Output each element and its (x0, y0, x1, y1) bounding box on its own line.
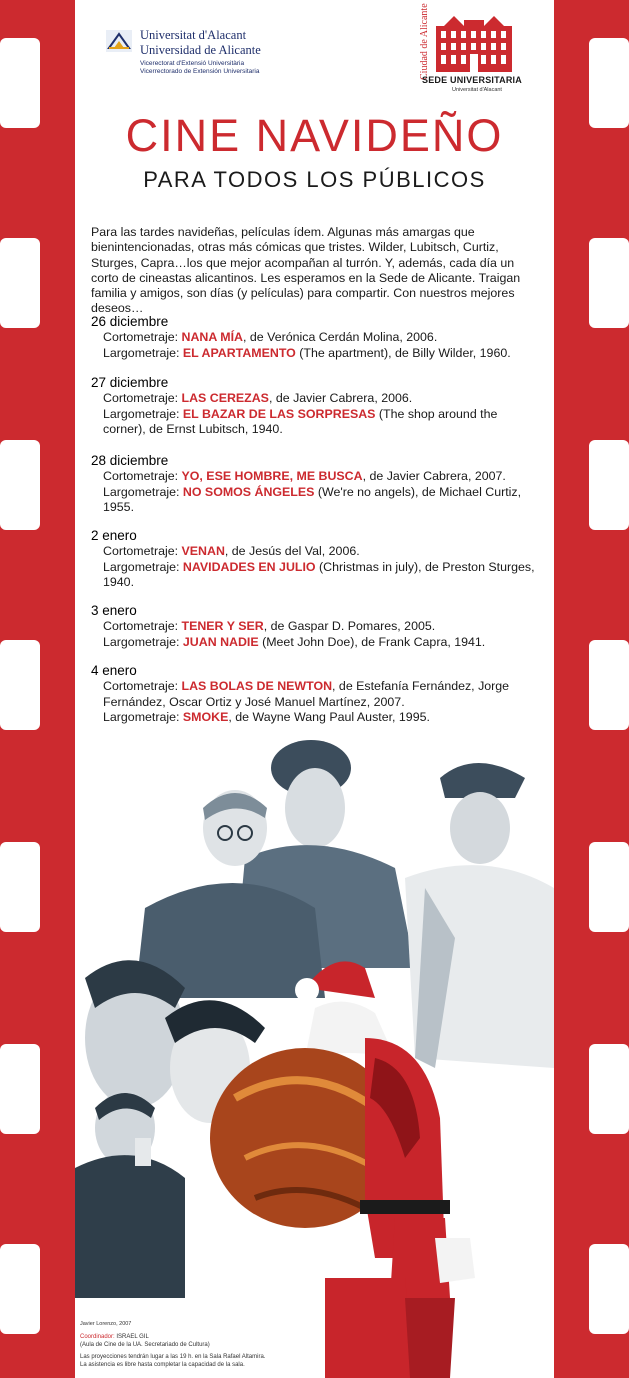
short-title: VENAN (181, 544, 225, 558)
illustration-credit: Javier Lorenzo, 2007 (80, 1321, 132, 1327)
short-film-line (103, 619, 485, 635)
feature-film-line (103, 485, 541, 516)
short-film-line (103, 469, 541, 485)
feature-film-line (103, 710, 541, 726)
building-icon (434, 14, 514, 72)
page-subtitle: PARA TODOS LOS PÚBLICOS (143, 167, 486, 192)
film-strip-right (554, 0, 629, 1378)
day-date: 3 enero (91, 603, 137, 618)
feature-details: , de Wayne Wang Paul Auster, 1995. (228, 710, 430, 724)
coordinator-name: ISRAEL GIL (114, 1334, 149, 1340)
short-film-line (103, 330, 511, 346)
day-date: 26 diciembre (91, 314, 169, 329)
footer (80, 1334, 340, 1369)
feature-label: Largometraje: (103, 710, 183, 724)
sprocket-hole (0, 1044, 40, 1134)
film-strip-left (0, 0, 75, 1378)
feature-title: JUAN NADIE (182, 634, 259, 649)
sede-name: SEDE UNIVERSITARIA (422, 75, 522, 85)
sede-vertical-text (418, 3, 432, 82)
sprocket-hole (0, 842, 40, 932)
short-film-line (103, 391, 541, 407)
short-details: , de Javier Cabrera, 2007. (362, 469, 506, 483)
santa-and-actors-illustration (75, 738, 554, 1378)
sprocket-hole (589, 1044, 629, 1134)
short-details: , de Estefanía Fernández, Jorge Fernández, Oscar Ortiz y José Manuel Martínez, 2007. (103, 679, 510, 709)
schedule-day (91, 452, 541, 516)
feature-film-line (103, 407, 541, 438)
short-label: Cortometraje: (103, 391, 182, 405)
feature-title: NO SOMOS ÁNGELES (182, 484, 315, 499)
feature-film-line (103, 635, 485, 651)
feature-label: Largometraje: (103, 345, 183, 360)
vicerrectorado-label: Vicerrectorado de Extensión Universitaria (140, 68, 260, 75)
university-emblem-icon (106, 30, 132, 52)
university-name-valencian: Universitat d'Alacant (140, 28, 247, 42)
feature-title: EL APARTAMENTO (182, 345, 296, 360)
schedule-day (91, 374, 541, 438)
day-date: 4 enero (91, 663, 137, 678)
schedule-day (91, 313, 511, 361)
short-label: Cortometraje: (103, 679, 182, 693)
short-label: Cortometraje: (103, 469, 182, 483)
short-details: , de Gaspar D. Pomares, 2005. (263, 619, 436, 633)
day-date: 2 enero (91, 528, 137, 543)
schedule-day (91, 662, 541, 726)
feature-label: Largometraje: (103, 559, 183, 574)
intro-paragraph: Para las tardes navideñas, películas ídem. Algunas más amargas que bienintencionadas, otras más cómicas que tristes. Wilder, Lubitsch, Curtiz, Sturges, Capra…los que mejor acompañan al turrón. Y, además, cada día un corto de cineastas alicantinos. Les esperamos en la Sede de Alicante. Traigan familia y amigos, son días (y películas) para compartir. Con nuestros mejores deseos… (91, 225, 521, 316)
short-title: NANA MÍA (181, 330, 244, 344)
feature-title: EL BAZAR DE LAS SORPRESAS (182, 406, 376, 421)
sprocket-hole (589, 38, 629, 128)
feature-details: (Meet John Doe), de Frank Capra, 1941. (258, 634, 486, 649)
sprocket-hole (0, 38, 40, 128)
sprocket-hole (589, 440, 629, 530)
sprocket-hole (589, 842, 629, 932)
attendance-note: La asistencia es libre hasta completar la capacidad de la sala. (80, 1361, 245, 1368)
sede-logo (418, 3, 522, 100)
coordinator-org: (Aula de Cine de la UA. Secretariado de Cultura) (80, 1341, 210, 1348)
sprocket-hole (0, 640, 40, 730)
schedule-day (91, 527, 541, 591)
feature-label: Largometraje: (103, 484, 183, 499)
feature-film-line (103, 346, 511, 362)
vicerectorat-label: Vicerectorat d'Extensió Universitària (140, 60, 245, 67)
sprocket-hole (589, 1244, 629, 1334)
schedule-day (91, 602, 485, 650)
short-title: YO, ESE HOMBRE, ME BUSCA (181, 469, 363, 483)
sprocket-hole (0, 1244, 40, 1334)
short-details: , de Verónica Cerdán Molina, 2006. (243, 330, 438, 344)
feature-details: (The shop around the corner), de Ernst Lubitsch, 1940. (103, 406, 498, 436)
feature-details: (We're no angels), de Michael Curtiz, 1955. (103, 484, 522, 514)
sprocket-hole (589, 238, 629, 328)
short-details: , de Jesús del Val, 2006. (224, 544, 360, 558)
sprocket-hole (0, 238, 40, 328)
coordinator-line (80, 1334, 340, 1342)
sede-subtitle: Universitat d'Alacant (452, 87, 502, 93)
feature-film-line (103, 560, 541, 591)
feature-label: Largometraje: (103, 406, 183, 421)
short-film-line (103, 679, 541, 710)
page-title: CINE NAVIDEÑO (125, 110, 504, 161)
sede-city-label: Ciudad de Alicante (419, 3, 430, 80)
day-date: 28 diciembre (91, 453, 169, 468)
feature-label: Largometraje: (103, 634, 183, 649)
feature-details: (The apartment), de Billy Wilder, 1960. (295, 345, 511, 360)
sprocket-hole (0, 440, 40, 530)
day-date: 27 diciembre (91, 375, 169, 390)
short-film-line (103, 544, 541, 560)
short-details: , de Javier Cabrera, 2006. (268, 391, 413, 405)
short-label: Cortometraje: (103, 619, 182, 633)
sprocket-hole (589, 640, 629, 730)
university-name-spanish: Universidad de Alicante (140, 43, 261, 57)
screening-note: Las proyecciones tendrán lugar a las 19 h. en la Sala Rafael Altamira. (80, 1354, 266, 1360)
feature-details: (Christmas in july), de Preston Sturges, 1940. (103, 559, 535, 589)
feature-title: NAVIDADES EN JULIO (182, 559, 316, 574)
short-title: LAS BOLAS DE NEWTON (181, 679, 333, 693)
feature-title: SMOKE (182, 710, 229, 724)
short-label: Cortometraje: (103, 330, 182, 344)
short-label: Cortometraje: (103, 544, 182, 558)
coordinator-label: Coordinador: (80, 1334, 115, 1340)
short-title: TENER Y SER (181, 619, 264, 633)
short-title: LAS CEREZAS (181, 391, 269, 405)
university-logo (106, 28, 306, 84)
